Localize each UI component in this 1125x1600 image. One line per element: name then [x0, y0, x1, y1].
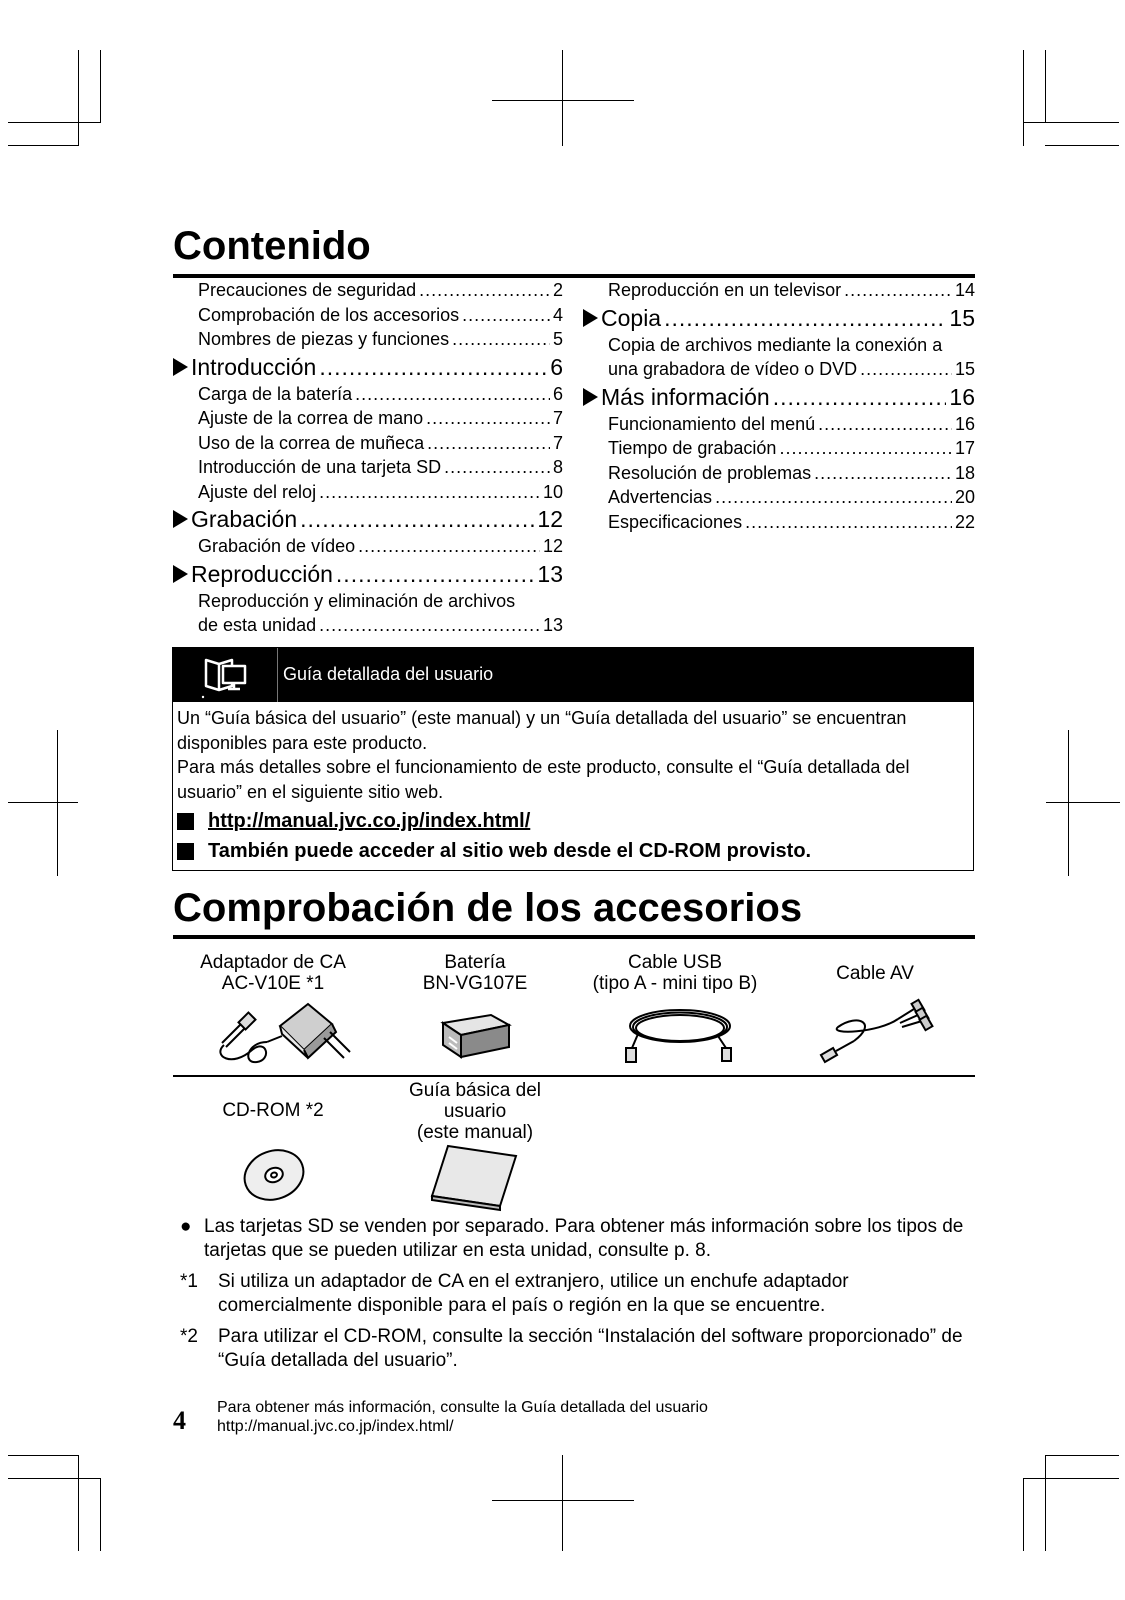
- toc-entry-label: Uso de la correa de muñeca: [198, 432, 425, 453]
- ac-adapter-icon: [212, 998, 362, 1070]
- guide-url-line: [177, 810, 530, 833]
- toc-entry[interactable]: [173, 327, 563, 352]
- toc-leader-dots: [319, 480, 540, 505]
- toc-page-number: 16: [949, 383, 975, 410]
- toc-title: Contenido: [173, 224, 371, 268]
- accessories-title-rule: [173, 935, 975, 939]
- toc-entry-label: Más información: [601, 383, 770, 410]
- toc-entry[interactable]: [583, 357, 975, 382]
- toc-entry-label: Precauciones de seguridad: [198, 280, 417, 300]
- toc-entry-label: Introducción: [191, 353, 317, 380]
- toc-entry-label: Grabación: [191, 506, 298, 532]
- toc-entry-label: Reproducción en un televisor: [608, 280, 842, 300]
- toc-entry[interactable]: [173, 534, 563, 559]
- footer-url[interactable]: http://manual.jvc.co.jp/index.html/: [217, 1418, 454, 1435]
- guide-header-text: Guía detallada del usuario: [283, 664, 494, 684]
- toc-left-column: [173, 278, 563, 638]
- toc-entry-label: Ajuste del reloj: [198, 481, 317, 502]
- toc-entry[interactable]: [583, 461, 975, 486]
- toc-page-number: 14: [954, 280, 975, 300]
- toc-leader-dots: [664, 303, 946, 333]
- toc-page-number: 8: [552, 457, 563, 477]
- toc-leader-dots: [358, 534, 540, 559]
- toc-page-number: 13: [542, 615, 563, 635]
- battery-icon: [435, 1003, 517, 1063]
- toc-entry-label: Especificaciones: [608, 511, 743, 532]
- toc-section-entry[interactable]: [173, 559, 563, 589]
- toc-leader-dots: [814, 461, 952, 486]
- toc-entry-label: Tiempo de grabación: [608, 438, 777, 458]
- toc-entry-label: Comprobación de los accesorios: [198, 304, 460, 325]
- toc-entry-label: Carga de la batería: [198, 383, 353, 404]
- toc-entry[interactable]: [583, 436, 975, 461]
- toc-entry-label: Reproducción: [191, 560, 333, 587]
- toc-entry[interactable]: [173, 382, 563, 407]
- square-bullet-icon: [177, 843, 194, 860]
- note-sd-card: ● Las tarjetas SD se venden por separado. Para obtener más información sobre los tipos de tarjetas que se pueden utilizar en esta unidad, consulte p. 8.: [180, 1216, 964, 1261]
- toc-page-number: 7: [552, 408, 563, 428]
- toc-entry-label: Copia: [601, 304, 662, 331]
- toc-page-number: 12: [542, 536, 563, 556]
- detailed-guide-box: [172, 647, 974, 871]
- accessory-usb-cable: Cable USB (tipo A - mini tipo B): [592, 952, 758, 994]
- usb-cable-icon: [618, 998, 736, 1066]
- toc-leader-dots: [844, 278, 952, 303]
- guide-paragraph-1: Un “Guía básica del usuario” (este manual) y un “Guía detallada del usuario” se encuentran disponibles para este producto.: [177, 708, 907, 753]
- toc-page-number: 5: [552, 329, 563, 349]
- guide-body: [177, 706, 967, 804]
- toc-page-number: 6: [552, 383, 563, 404]
- toc-entry[interactable]: [583, 485, 975, 510]
- toc-section-entry[interactable]: [583, 303, 975, 333]
- triangle-right-icon: [583, 388, 598, 406]
- toc-leader-dots: [444, 455, 550, 480]
- note-2: *2 Para utilizar el CD-ROM, consulte la sección “Instalación del software proporcionado” de “Guía detallada del usuario”.: [180, 1326, 963, 1371]
- toc-leader-dots: [779, 436, 952, 461]
- toc-entry[interactable]: [583, 510, 975, 535]
- triangle-right-icon: [173, 565, 188, 583]
- toc-entry[interactable]: [173, 278, 563, 303]
- toc-leader-dots: [818, 412, 952, 437]
- toc-entry-label: Advertencias: [608, 487, 713, 507]
- accessory-ac-adapter: Adaptador de CA AC-V10E *1: [200, 952, 346, 994]
- toc-section-entry[interactable]: [173, 352, 563, 382]
- toc-page-number: 2: [552, 280, 563, 300]
- toc-leader-dots: [715, 485, 952, 510]
- book-monitor-icon: [173, 648, 277, 702]
- page-number: 4: [173, 1406, 186, 1435]
- toc-entry-label: Nombres de piezas y funciones: [198, 329, 450, 349]
- toc-entry-label: de esta unidad: [198, 615, 317, 635]
- toc-page-number: 6: [550, 353, 563, 380]
- toc-leader-dots: [336, 559, 534, 589]
- toc-leader-dots: [319, 352, 547, 382]
- square-bullet-icon: [177, 813, 194, 830]
- toc-entry[interactable]: [173, 303, 563, 328]
- toc-entry-label: una grabadora de vídeo o DVD: [608, 359, 858, 379]
- toc-leader-dots: [427, 431, 550, 456]
- toc-entry-text: Reproducción y eliminación de archivos: [198, 590, 516, 611]
- guide-icon-cell: [173, 648, 278, 702]
- guide-header: [173, 648, 973, 702]
- manual-booklet-icon: [428, 1140, 523, 1212]
- toc-leader-dots: [419, 278, 550, 303]
- toc-leader-dots: [426, 406, 550, 431]
- toc-leader-dots: [745, 510, 952, 535]
- toc-right-column: [583, 278, 975, 534]
- toc-page-number: 7: [552, 432, 563, 453]
- cd-rom-icon: [240, 1145, 308, 1203]
- toc-entry[interactable]: [173, 480, 563, 505]
- guide-paragraph-2: Para más detalles sobre el funcionamiento de este producto, consulte el “Guía detallada del usuario” en el siguiente sitio web.: [177, 757, 910, 802]
- toc-page-number: 22: [954, 511, 975, 532]
- toc-entry[interactable]: [173, 455, 563, 480]
- toc-entry[interactable]: [173, 431, 563, 456]
- toc-leader-dots: [300, 504, 534, 534]
- triangle-right-icon: [173, 510, 188, 528]
- toc-page-number: 20: [954, 487, 975, 507]
- toc-entry-label: Ajuste de la correa de mano: [198, 408, 424, 428]
- toc-section-entry[interactable]: [173, 504, 563, 534]
- toc-entry[interactable]: [583, 412, 975, 437]
- toc-leader-dots: [773, 382, 947, 412]
- toc-page-number: 16: [954, 413, 975, 434]
- toc-leader-dots: [860, 357, 952, 382]
- toc-leader-dots: [355, 382, 550, 407]
- accessory-manual: Guía básica del usuario (este manual): [408, 1080, 542, 1143]
- toc-page-number: 13: [537, 560, 563, 587]
- accessories-row-divider: [173, 1075, 975, 1077]
- toc-entry-label: Grabación de vídeo: [198, 536, 356, 556]
- toc-leader-dots: [462, 303, 550, 328]
- accessories-title: Comprobación de los accesorios: [173, 886, 803, 930]
- footer-text: Para obtener más información, consulte la Guía detallada del usuario http://manual.jvc.co.jp/index.html/: [217, 1399, 708, 1435]
- cdrom-note-text: También puede acceder al sitio web desde el CD-ROM provisto.: [208, 840, 812, 862]
- toc-entry-text: Copia de archivos mediante la conexión a: [608, 334, 943, 355]
- accessory-cd-rom: CD-ROM *2: [222, 1100, 324, 1121]
- toc-leader-dots: [452, 327, 550, 352]
- note-1: *1 Si utiliza un adaptador de CA en el extranjero, utilice un enchufe adaptador comercialmente disponible para el país o región en la que se encuentre.: [180, 1271, 849, 1316]
- toc-entry[interactable]: [173, 613, 563, 638]
- toc-section-entry[interactable]: [583, 382, 975, 412]
- triangle-right-icon: [173, 358, 188, 376]
- toc-page-number: 15: [949, 304, 975, 331]
- toc-entry-label: Funcionamiento del menú: [608, 413, 816, 434]
- toc-entry-label: Introducción de una tarjeta SD: [198, 457, 442, 477]
- toc-entry[interactable]: [583, 278, 975, 303]
- toc-page-number: 15: [954, 359, 975, 379]
- av-cable-icon: [818, 993, 938, 1071]
- toc-page-number: 17: [954, 438, 975, 458]
- manual-url-link[interactable]: http://manual.jvc.co.jp/index.html/: [208, 810, 531, 832]
- toc-page-number: 12: [537, 506, 563, 532]
- toc-page-number: 4: [552, 304, 563, 325]
- toc-entry[interactable]: [173, 406, 563, 431]
- accessory-av-cable: Cable AV: [836, 963, 914, 984]
- bullet-dot-icon: ●: [180, 1216, 192, 1237]
- triangle-right-icon: [583, 309, 598, 327]
- guide-cdrom-line: [177, 840, 811, 863]
- toc-page-number: 10: [542, 481, 563, 502]
- toc-leader-dots: [319, 613, 540, 638]
- toc-entry-label: Resolución de problemas: [608, 462, 812, 483]
- toc-page-number: 18: [954, 462, 975, 483]
- accessory-battery: Batería BN-VG107E: [422, 952, 528, 994]
